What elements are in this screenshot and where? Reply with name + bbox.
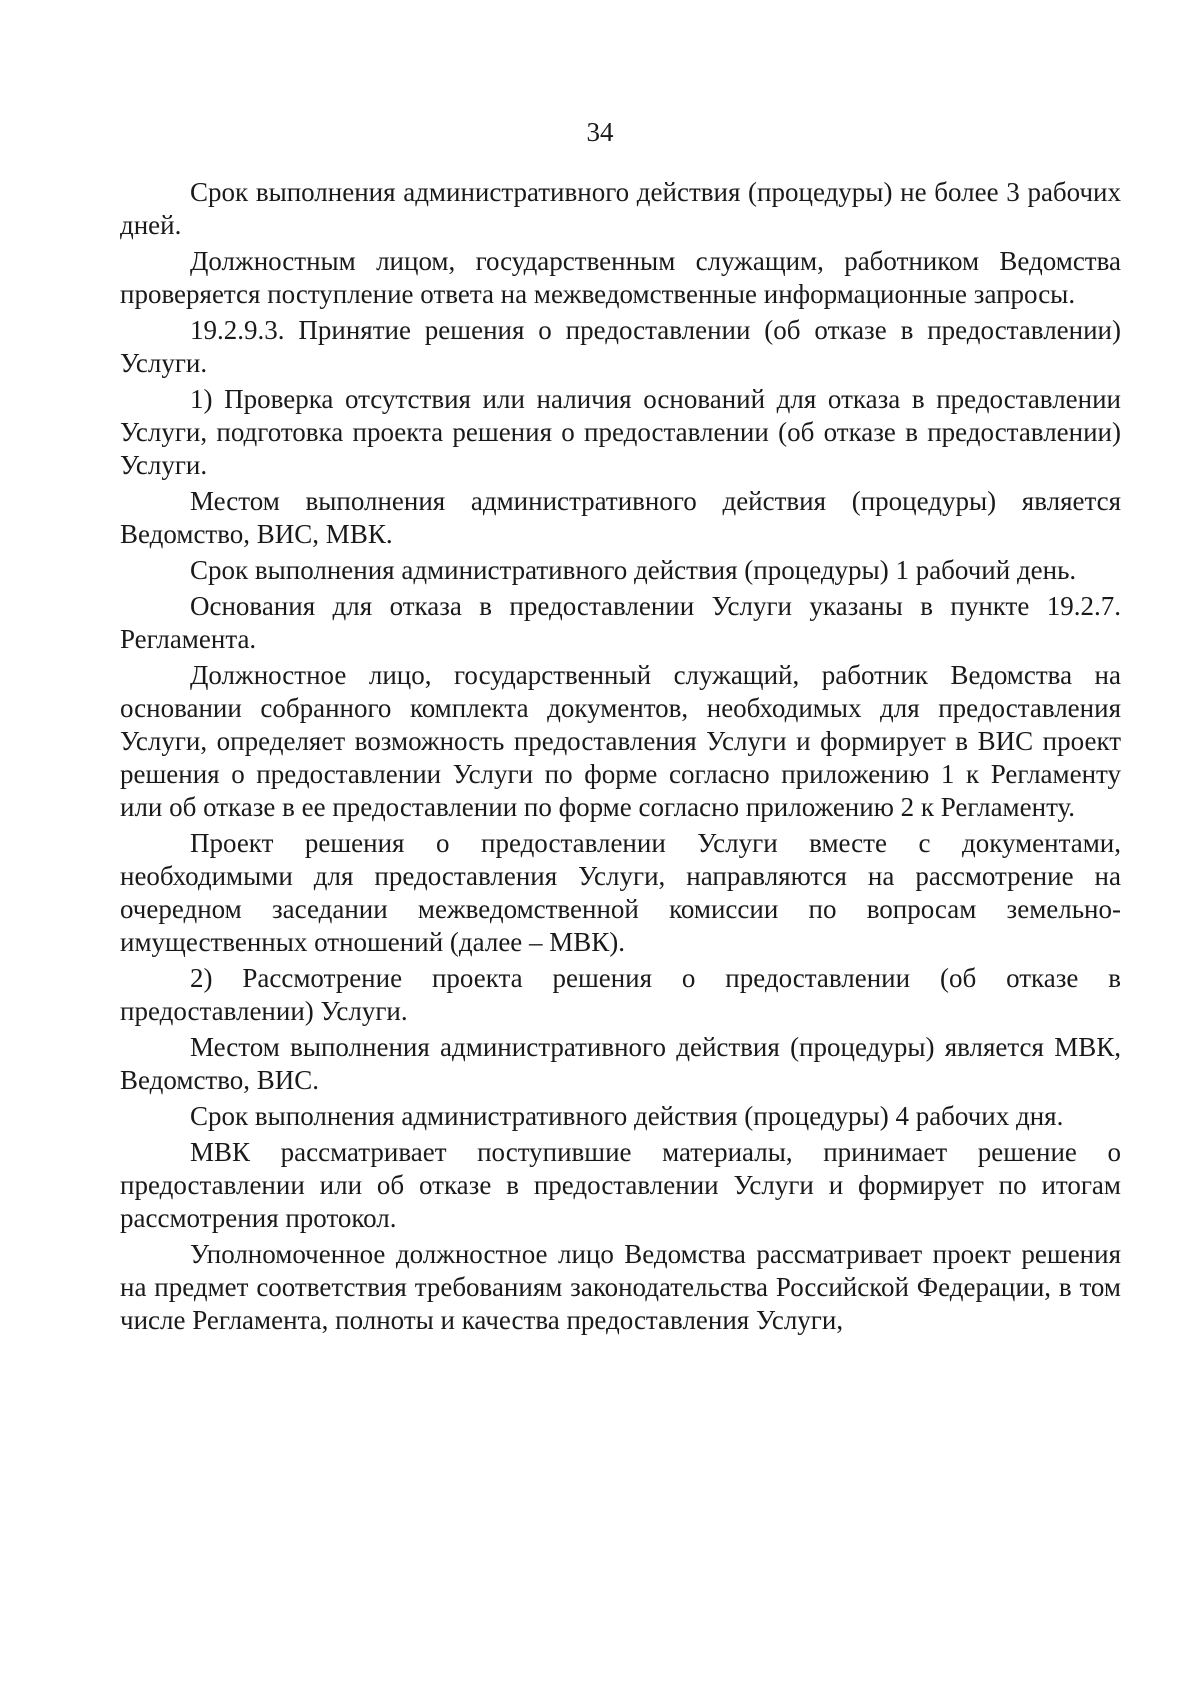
page-number: 34 bbox=[586, 117, 614, 147]
paragraph: Срок выполнения административного действия (процедуры) не более 3 рабочих дней. bbox=[120, 177, 1121, 240]
paragraph: МВК рассматривает поступившие материалы, принимает решение о предоставлении или об отказе в предоставлении Услуги и формирует по итогам рассмотрения протокол. bbox=[120, 1137, 1121, 1233]
paragraph: Срок выполнения административного действия (процедуры) 1 рабочий день. bbox=[190, 555, 1077, 585]
paragraph: Уполномоченное должностное лицо Ведомства рассматривает проект решения на предмет соответствия требованиям законодательства Российской Федерации, в том числе Регламента, полноты и качества предоставления Услуги, bbox=[120, 1239, 1121, 1335]
paragraph: 2) Рассмотрение проекта решения о предоставлении (об отказе в предоставлении) Услуги. bbox=[120, 963, 1121, 1026]
paragraph: Местом выполнения административного действия (процедуры) является МВК, Ведомство, ВИС. bbox=[120, 1032, 1121, 1095]
document-body bbox=[120, 176, 1121, 1340]
paragraph: Проект решения о предоставлении Услуги вместе с документами, необходимыми для предоставления Услуги, направляются на рассмотрение на очередном заседании межведомственной комиссии по вопросам земельно-имущественных отношений (далее – МВК). bbox=[120, 828, 1121, 957]
paragraph: Срок выполнения административного действия (процедуры) 4 рабочих дня. bbox=[190, 1101, 1064, 1131]
paragraph: 19.2.9.3. Принятие решения о предоставлении (об отказе в предоставлении) Услуги. bbox=[120, 315, 1121, 378]
paragraph: Основания для отказа в предоставлении Услуги указаны в пункте 19.2.7. Регламента. bbox=[120, 591, 1121, 654]
paragraph: 1) Проверка отсутствия или наличия оснований для отказа в предоставлении Услуги, подготовка проекта решения о предоставлении (об отказе в предоставлении) Услуги. bbox=[120, 384, 1121, 480]
paragraph: Должностным лицом, государственным служащим, работником Ведомства проверяется поступление ответа на межведомственные информационные запросы. bbox=[120, 246, 1121, 309]
paragraph: Местом выполнения административного действия (процедуры) является Ведомство, ВИС, МВК. bbox=[120, 486, 1121, 549]
paragraph: Должностное лицо, государственный служащий, работник Ведомства на основании собранного комплекта документов, необходимых для предоставления Услуги, определяет возможность предоставления Услуги и формирует в ВИС проект решения о предоставлении Услуги по форме согласно приложению 1 к Регламенту или об отказе в ее предоставлении по форме согласно приложению 2 к Регламенту. bbox=[120, 660, 1121, 822]
